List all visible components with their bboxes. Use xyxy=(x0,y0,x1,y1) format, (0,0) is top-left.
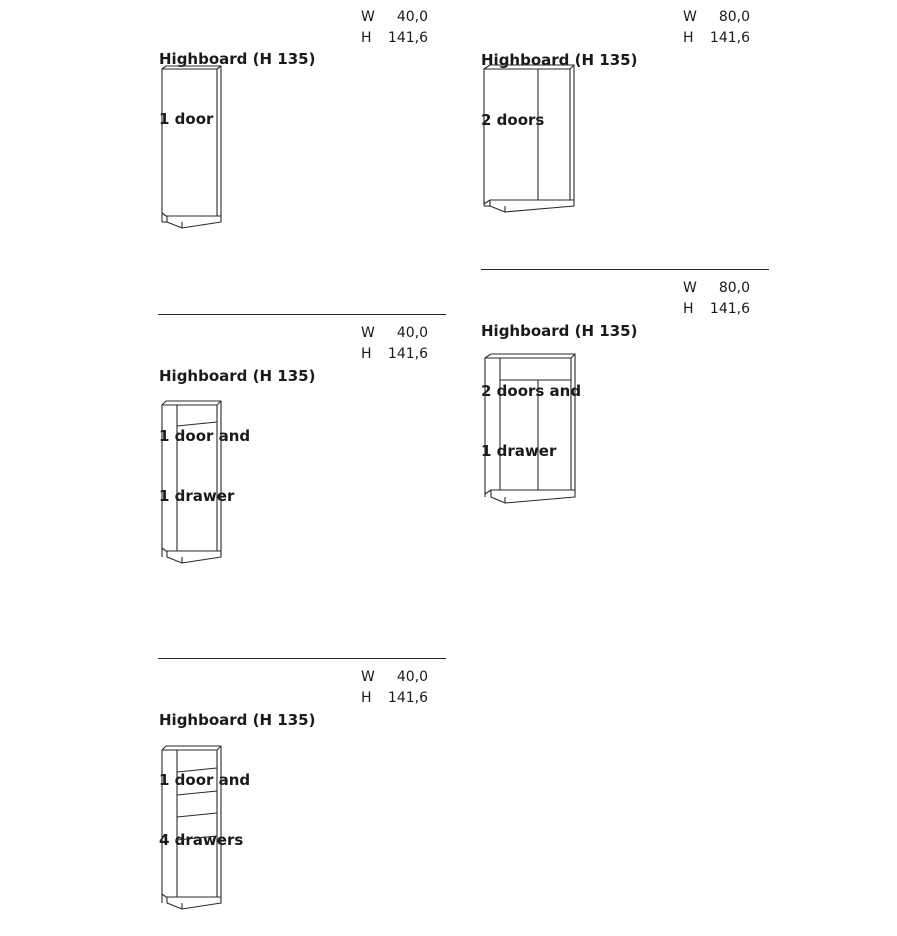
product-variant-line: 1 door and xyxy=(159,427,251,445)
width-value: 40,0 xyxy=(396,9,428,25)
height-value: 141,6 xyxy=(709,300,750,317)
width-value: 80,0 xyxy=(718,9,750,25)
width-value: 40,0 xyxy=(396,325,428,341)
product-variant-line: 1 drawer xyxy=(159,487,235,505)
product-name: Highboard (H 135) xyxy=(159,367,316,385)
width-label: W xyxy=(683,9,697,25)
product-name: Highboard (H 135) xyxy=(481,51,638,69)
height-label: H xyxy=(361,345,372,362)
width-label: W xyxy=(361,9,375,25)
height-value: 141,6 xyxy=(709,29,750,46)
width-value: 40,0 xyxy=(396,669,428,685)
product-variant-line: 4 drawers xyxy=(159,831,244,849)
product-variant-line: 1 drawer xyxy=(481,442,557,460)
height-label: H xyxy=(361,29,372,46)
product-name: Highboard (H 135) xyxy=(159,50,316,68)
product-name: Highboard (H 135) xyxy=(481,322,638,340)
product-variant-line: 1 door xyxy=(159,110,214,128)
product-variant-line: 1 door and xyxy=(159,771,251,789)
width-label: W xyxy=(361,669,375,685)
product-name: Highboard (H 135) xyxy=(159,711,316,729)
product-variant-line: 2 doors xyxy=(481,111,545,129)
height-label: H xyxy=(683,300,694,317)
width-value: 80,0 xyxy=(718,280,750,296)
width-label: W xyxy=(361,325,375,341)
product-variant-line: 2 doors and xyxy=(481,382,582,400)
height-value: 141,6 xyxy=(387,29,428,46)
height-label: H xyxy=(683,29,694,46)
height-label: H xyxy=(361,689,372,706)
width-label: W xyxy=(683,280,697,296)
height-value: 141,6 xyxy=(387,345,428,362)
height-value: 141,6 xyxy=(387,689,428,706)
